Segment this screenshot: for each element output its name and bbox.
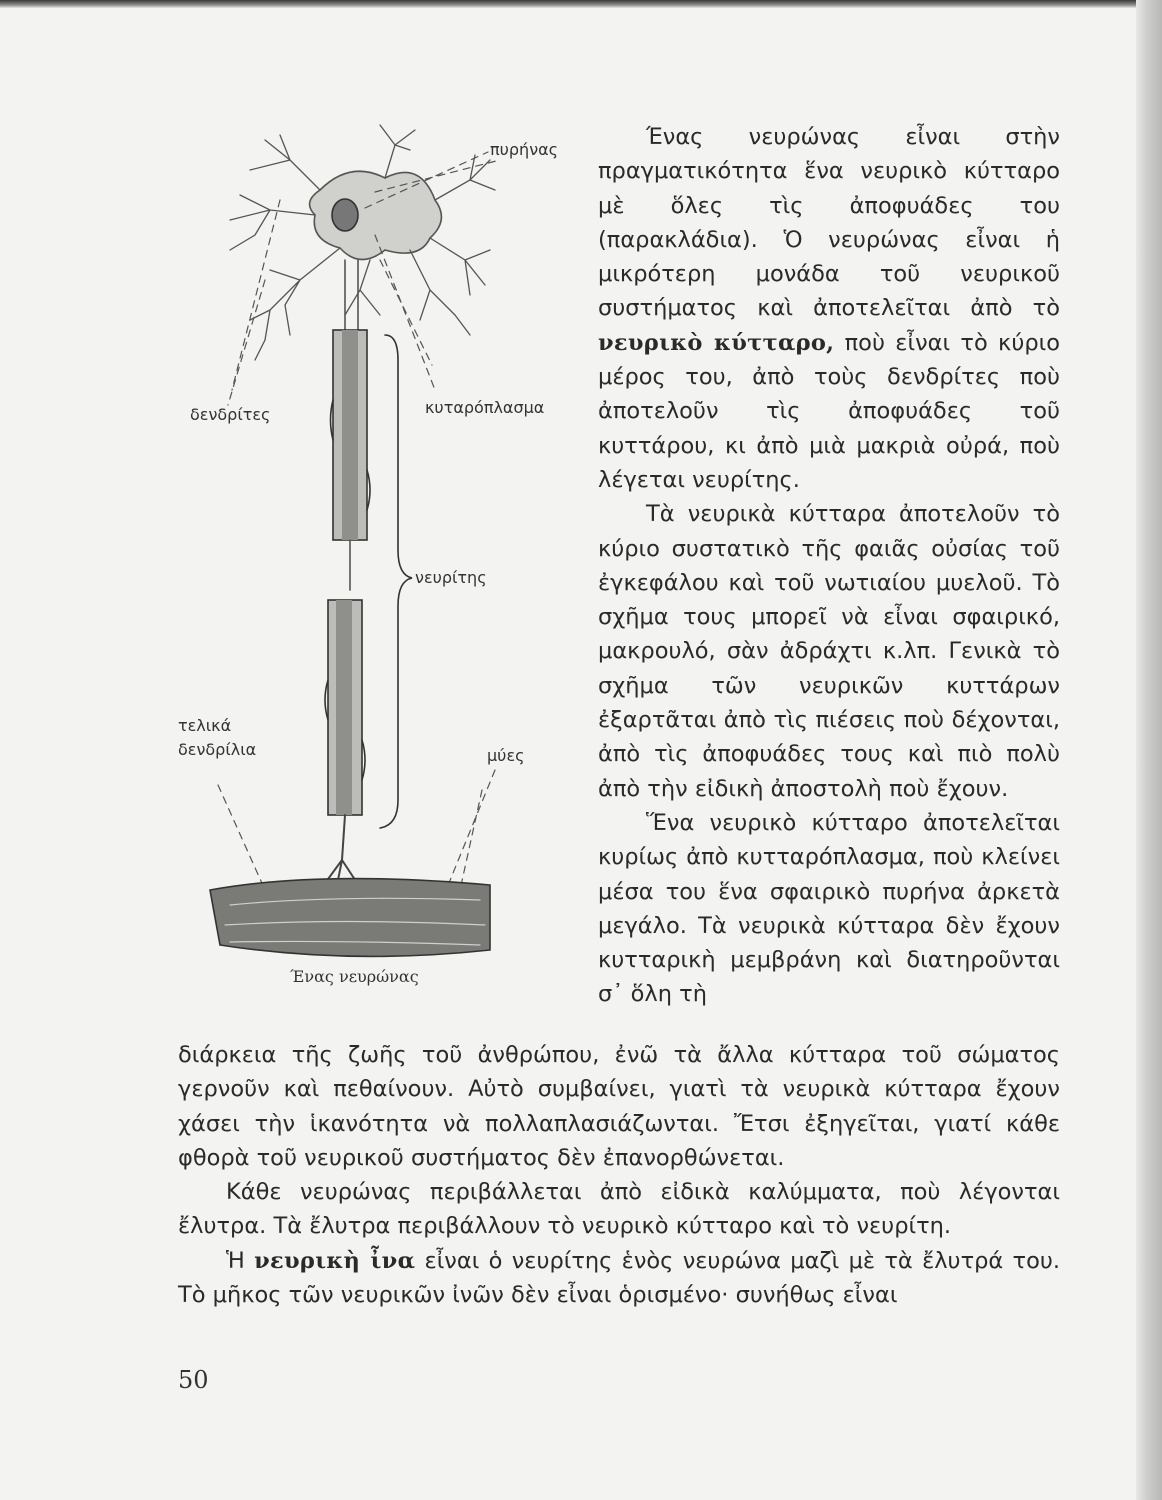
neuron-illustration: [170, 120, 600, 980]
paragraph-4: Κάθε νευρώνας περιβάλλεται ἀπὸ εἰδικὰ καλύμματα, ποὺ λέγονται ἔλυτρα. Τὰ ἔλυτρα περιβάλλουν τὸ νευρικὸ κύτταρο καὶ τὸ νευρίτη.: [178, 1179, 1060, 1240]
label-terminal-line2: δενδρίλια: [178, 740, 257, 759]
cell-body: [310, 171, 442, 259]
label-cytoplasm: κυταρόπλασμα: [425, 398, 545, 417]
p1-text-b: ποὺ εἶναι τὸ κύριο μέρος του, ἀπὸ τοὺς δενδρίτες ποὺ ἀποτελοῦν τὶς ἀποφυάδες τοῦ κυττάρου, κι ἀπὸ μιὰ μακριὰ οὐρά, ποὺ λέγεται νευρίτης.: [598, 329, 1060, 493]
label-nucleus: πυρήνας: [490, 140, 559, 159]
page-binding-shadow: [1136, 0, 1162, 1500]
paragraph-2: Τὰ νευρικὰ κύτταρα ἀποτελοῦν τὸ κύριο συστατικὸ τῆς φαιᾶς οὐσίας τοῦ ἐγκεφάλου καὶ τοῦ νωτιαίου μυελοῦ. Τὸ σχῆμα τους μπορεῖ νὰ εἶναι σφαιρικό, μακρουλό, σὰν ἀδράχτι κ.λπ. Γενικὰ τὸ σχῆμα τῶν νευρικῶν κυττάρων ἐξαρτᾶται ἀπὸ τὶς πιέσεις ποὺ δέχονται, ἀπὸ τὶς ἀποφυάδες τους καὶ πιὸ πολὺ ἀπὸ τὴν εἰδικὴ ἀποστολὴ ποὺ ἔχουν.: [598, 501, 1060, 802]
page-number: 50: [178, 1366, 209, 1394]
paragraph-3-continued: διάρκεια τῆς ζωῆς τοῦ ἀνθρώπου, ἐνῶ τὰ ἄλλα κύτταρα τοῦ σώματος γερνοῦν καὶ πεθαίνουν. Αὐτὸ συμβαίνει, γιατὶ τὰ νευρικὰ κύτταρα ἔχουν χάσει τὴν ἱκανότητα νὰ πολλαπλασιάζωνται. Ἔτσι ἐξηγεῖται, γιατί κάθε φθορὰ τοῦ νευρικοῦ συστήματος δὲν ἐπανορθώνεται.: [178, 1042, 1060, 1171]
paragraph-3-column: Ἕνα νευρικὸ κύτταρο ἀποτελεῖται κυρίως ἀπὸ κυτταρόπλασμα, ποὺ κλείνει μέσα του ἕνα σφαιρικὸ πυρήνα ἀρκετὰ μεγάλο. Τὰ νευρικὰ κύτταρα δὲν ἔχουν κυτταρικὴ μεμβράνη καὶ διατηροῦνται σ᾽ ὅλη τὴ: [598, 809, 1060, 1008]
axon-brace: [380, 335, 412, 828]
muscle-tissue: [210, 879, 490, 957]
nucleus: [332, 199, 358, 231]
figure-caption: Ένας νευρώνας: [290, 967, 419, 986]
p5-text-b: εἶναι ὁ νευρίτης ἑνὸς νευρώνα μαζὶ μὲ τὰ ἔλυτρά του. Τὸ μῆκος τῶν νευρικῶν ἰνῶν δὲν εἶναι ὁρισμένο· συνήθως εἶναι: [178, 1247, 1061, 1309]
label-muscles: μύες: [487, 746, 525, 765]
column-text: [598, 120, 1060, 1012]
label-dendrites: δενδρίτες: [190, 405, 271, 424]
full-width-text: [178, 1038, 1060, 1312]
paragraph-1: [598, 120, 1060, 497]
p1-bold-term: νευρικὸ κύτταρο,: [598, 329, 835, 356]
label-terminal-line1: τελικά: [178, 716, 232, 735]
paragraph-5: [178, 1244, 1060, 1313]
p5-bold-term: νευρικὴ ἶνα: [254, 1247, 416, 1274]
p5-text-a: Ἡ: [226, 1247, 255, 1274]
p1-text-a: Ένας νευρώνας εἶναι στὴν πραγματικότητα ἕνα νευρικὸ κύτταρο μὲ ὅλες τὶς ἀποφυάδες του (παρακλάδια). Ὁ νευρώνας εἶναι ἡ μικρότερη μονάδα τοῦ νευρικοῦ συστήματος καὶ ἀποτελεῖται ἀπὸ τὸ: [598, 124, 1060, 322]
page-edge-shadow: [0, 0, 1162, 8]
label-axon: νευρίτης: [415, 568, 487, 587]
